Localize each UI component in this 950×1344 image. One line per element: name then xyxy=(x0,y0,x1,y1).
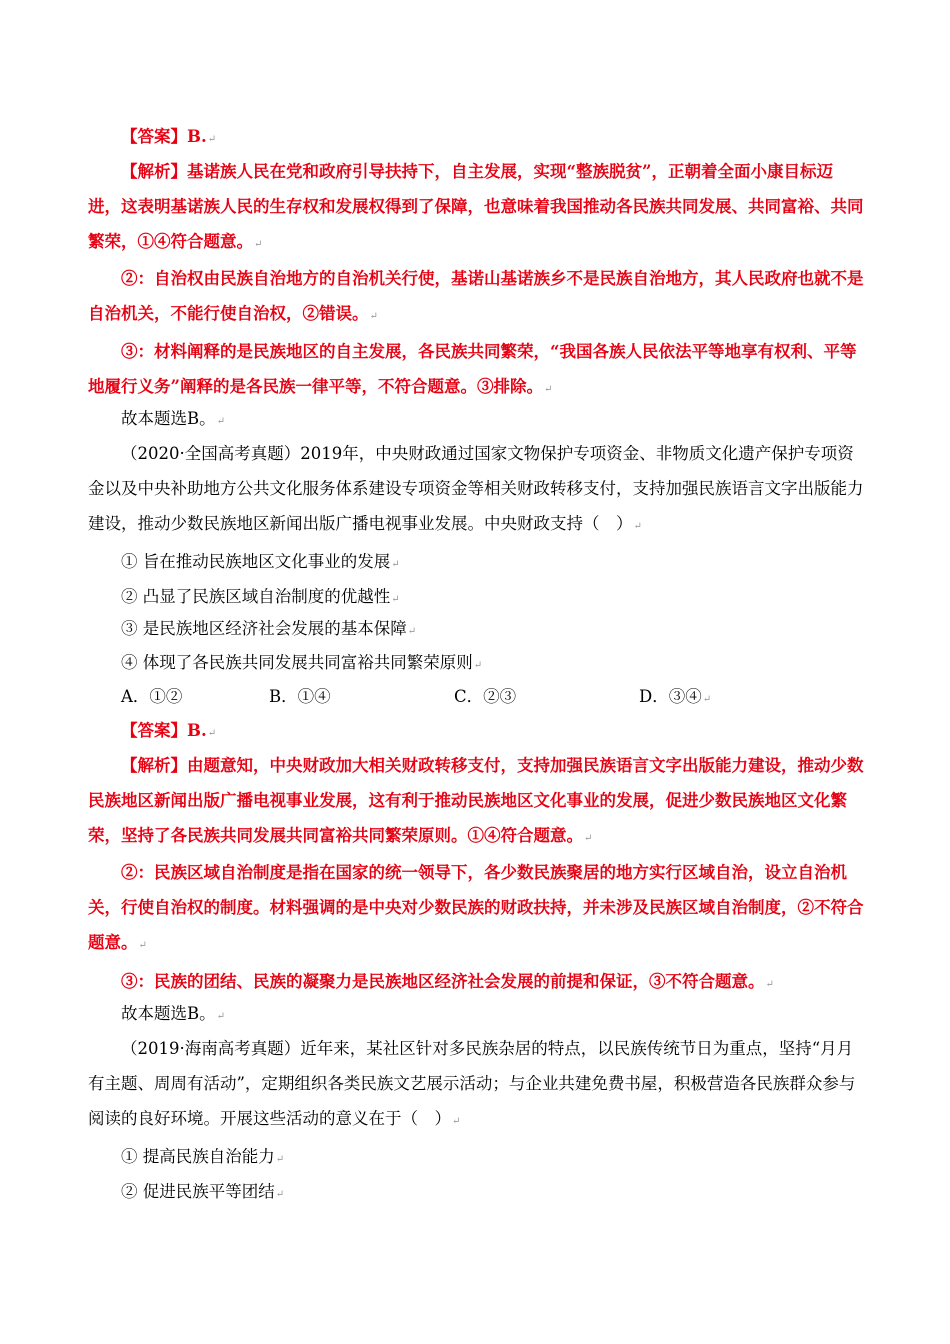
q2-analysis-paragraph-2: ②：民族区域自治制度是指在国家的统一领导下，各少数民族聚居的地方实行区域自治，设立自治机关，行使自治权的制度。材料强调的是中央对少数民族的财政扶持，并未涉及民族区域自治制度，②不符合题意。↵ xyxy=(88,863,864,952)
q1-conclusion: 故本题选B。↵ xyxy=(121,409,226,428)
q2-option-d: D．③④↵ xyxy=(639,687,712,706)
q2-conclusion: 故本题选B。↵ xyxy=(121,1004,226,1023)
q2-item-4: ④ 体现了各民族共同发展共同富裕共同繁荣原则↵ xyxy=(121,653,483,672)
q2-item-1: ① 旨在推动民族地区文化事业的发展↵ xyxy=(121,552,400,571)
q3-item-2: ② 促进民族平等团结↵ xyxy=(121,1182,285,1201)
q1-answer: 【答案】B.↵ xyxy=(121,127,217,146)
q2-option-b: B．①④ xyxy=(269,687,331,706)
q3-item-1: ① 提高民族自治能力↵ xyxy=(121,1147,285,1166)
q2-options xyxy=(121,680,821,714)
q1-analysis-paragraph-2: ②：自治权由民族自治地方的自治机关行使，基诺山基诺族乡不是民族自治地方，其人民政府也就不是自治机关，不能行使自治权，②错误。↵ xyxy=(88,269,864,323)
q2-item-2: ② 凸显了民族区域自治制度的优越性↵ xyxy=(121,587,400,606)
q2-analysis-paragraph-1: 【解析】由题意知，中央财政加大相关财政转移支付，支持加强民族语言文字出版能力建设，推动少数民族地区新闻出版广播电视事业发展，这有利于推动民族地区文化事业的发展，促进少数民族地区文化繁荣，坚持了各民族共同发展共同富裕共同繁荣原则。①④符合题意。↵ xyxy=(88,756,864,845)
q1-analysis-paragraph-1: 【解析】基诺族人民在党和政府引导扶持下，自主发展，实现“整族脱贫”，正朝着全面小康目标迈进，这表明基诺族人民的生存权和发展权得到了保障，也意味着我国推动各民族共同发展、共同富裕、共同繁荣，①④符合题意。↵ xyxy=(88,162,864,251)
q1-analysis-paragraph-3: ③：材料阐释的是民族地区的自主发展，各民族共同繁荣，“我国各族人民依法平等地享有权利、平等地履行义务”阐释的是各民族一律平等，不符合题意。③排除。↵ xyxy=(88,342,857,396)
q2-option-c: C．②③ xyxy=(454,687,517,706)
q2-analysis-paragraph-3: ③：民族的团结、民族的凝聚力是民族地区经济社会发展的前提和保证，③不符合题意。↵ xyxy=(121,972,774,991)
q2-item-3: ③ 是民族地区经济社会发展的基本保障↵ xyxy=(121,619,417,638)
q2-option-a: A．①② xyxy=(121,687,183,706)
q3-question-stem: （2019·海南高考真题）近年来，某社区针对多民族杂居的特点，以民族传统节日为重点，坚持“月月有主题、周周有活动”，定期组织各类民族文艺展示活动；与企业共建免费书屋，积极营造各民族群众参与阅读的良好环境。开展这些活动的意义在于（ ）↵ xyxy=(88,1039,856,1128)
q2-answer: 【答案】B.↵ xyxy=(121,721,217,740)
q2-question-stem: （2020·全国高考真题）2019年，中央财政通过国家文物保护专项资金、非物质文化遗产保护专项资金以及中央补助地方公共文化服务体系建设专项资金等相关财政转移支付，支持加强民族语言文字出版能力建设，推动少数民族地区新闻出版广播电视事业发展。中央财政支持（ ）↵ xyxy=(88,444,864,533)
